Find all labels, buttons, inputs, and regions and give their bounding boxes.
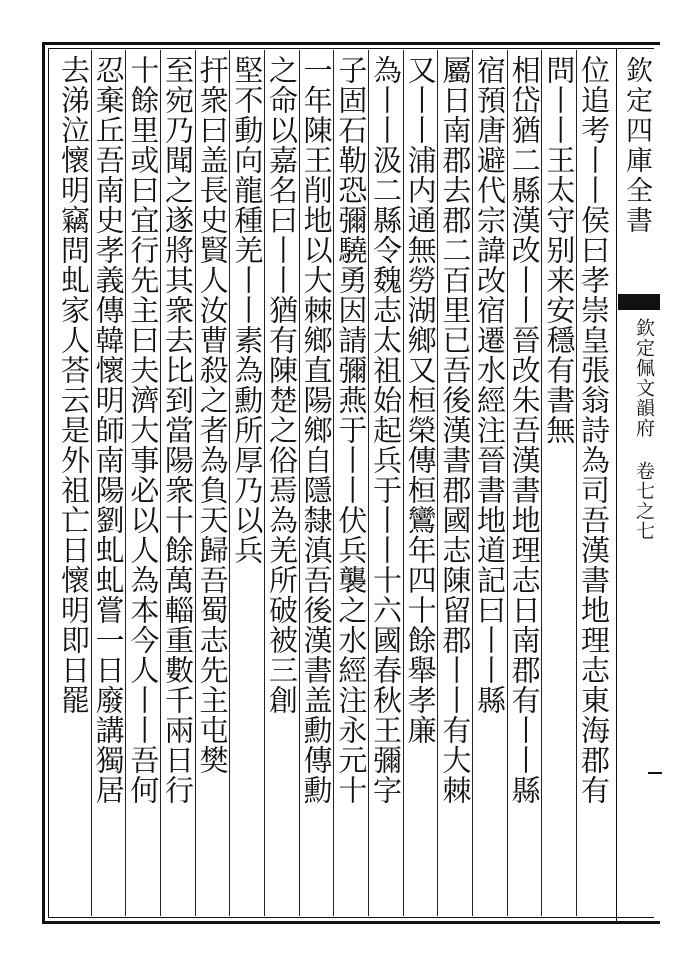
text-column-7: 為丨丨汲二縣令魏志太祖始起兵于丨丨十六國春秋王彌字: [369, 55, 403, 805]
text-column-15: 忍棄丘吾南史孝義傳韓懷明師南陽劉虬虬嘗一日廢講獨居: [91, 55, 126, 805]
column-rule: [264, 50, 265, 916]
column-rule: [368, 50, 369, 916]
text-column-10: 之命以嘉名曰丨丨猶有陳楚之俗焉為羌所破被三創: [265, 55, 299, 715]
column-rule: [472, 50, 473, 916]
text-column-12: 扞衆曰盖長史賢人汝曹殺之者為負天歸吾蜀志先主屯樊: [195, 55, 230, 775]
margin-tick: [648, 772, 662, 774]
text-column-5: 屬日南郡去郡二百里已吾後漢書郡國志陳留郡丨丨有大棘: [438, 55, 473, 805]
text-column-4: 宿預唐避代宗諱改宿遷水經注晉書地道記曰丨丨縣: [473, 55, 507, 715]
column-rule: [576, 50, 577, 916]
text-column-2: 問丨丨王太守别来安穩有書無: [542, 55, 577, 445]
text-column-13: 至宛乃聞之遂將其衆去比到當陽衆十餘萬輜重數千兩日行: [161, 55, 195, 805]
text-column-8: 子固石勒恐彌驍勇因請彌燕于丨丨伏兵襲之水經注永元十: [334, 55, 369, 805]
text-column-1: 位追考丨丨侯曰孝崇皇張翁詩為司吾漢書地理志東海郡有: [577, 55, 611, 805]
fishtail-mark: [618, 294, 660, 310]
text-column-3: 相岱猶二縣漢改丨丨晉改朱吾漢書地理志日南郡有丨丨縣: [507, 55, 542, 805]
book-title: 欽定四庫全書: [621, 56, 652, 236]
text-column-9: 一年陳王削地以大棘鄉直陽鄉自隱隸滇吾後漢書盖勳傳勳: [299, 55, 334, 805]
text-column-16: 去涕泣懷明竊問虬家人荅云是外祖亡日懷明即日罷: [57, 55, 91, 715]
text-column-11: 堅不動向龍種羌丨丨素為勳所厚乃以兵: [230, 55, 265, 565]
column-rule: [160, 50, 161, 916]
volume-label: 欽定佩文韻府 卷七之七: [633, 318, 655, 541]
text-column-14: 十餘里或曰宜行先主曰夫濟大事必以人為本今人丨丨吾何: [126, 55, 161, 805]
text-column-6: 又丨丨浦内通無勞湖鄉又桓榮傳桓鸞年四十餘舉孝廉: [403, 55, 438, 745]
